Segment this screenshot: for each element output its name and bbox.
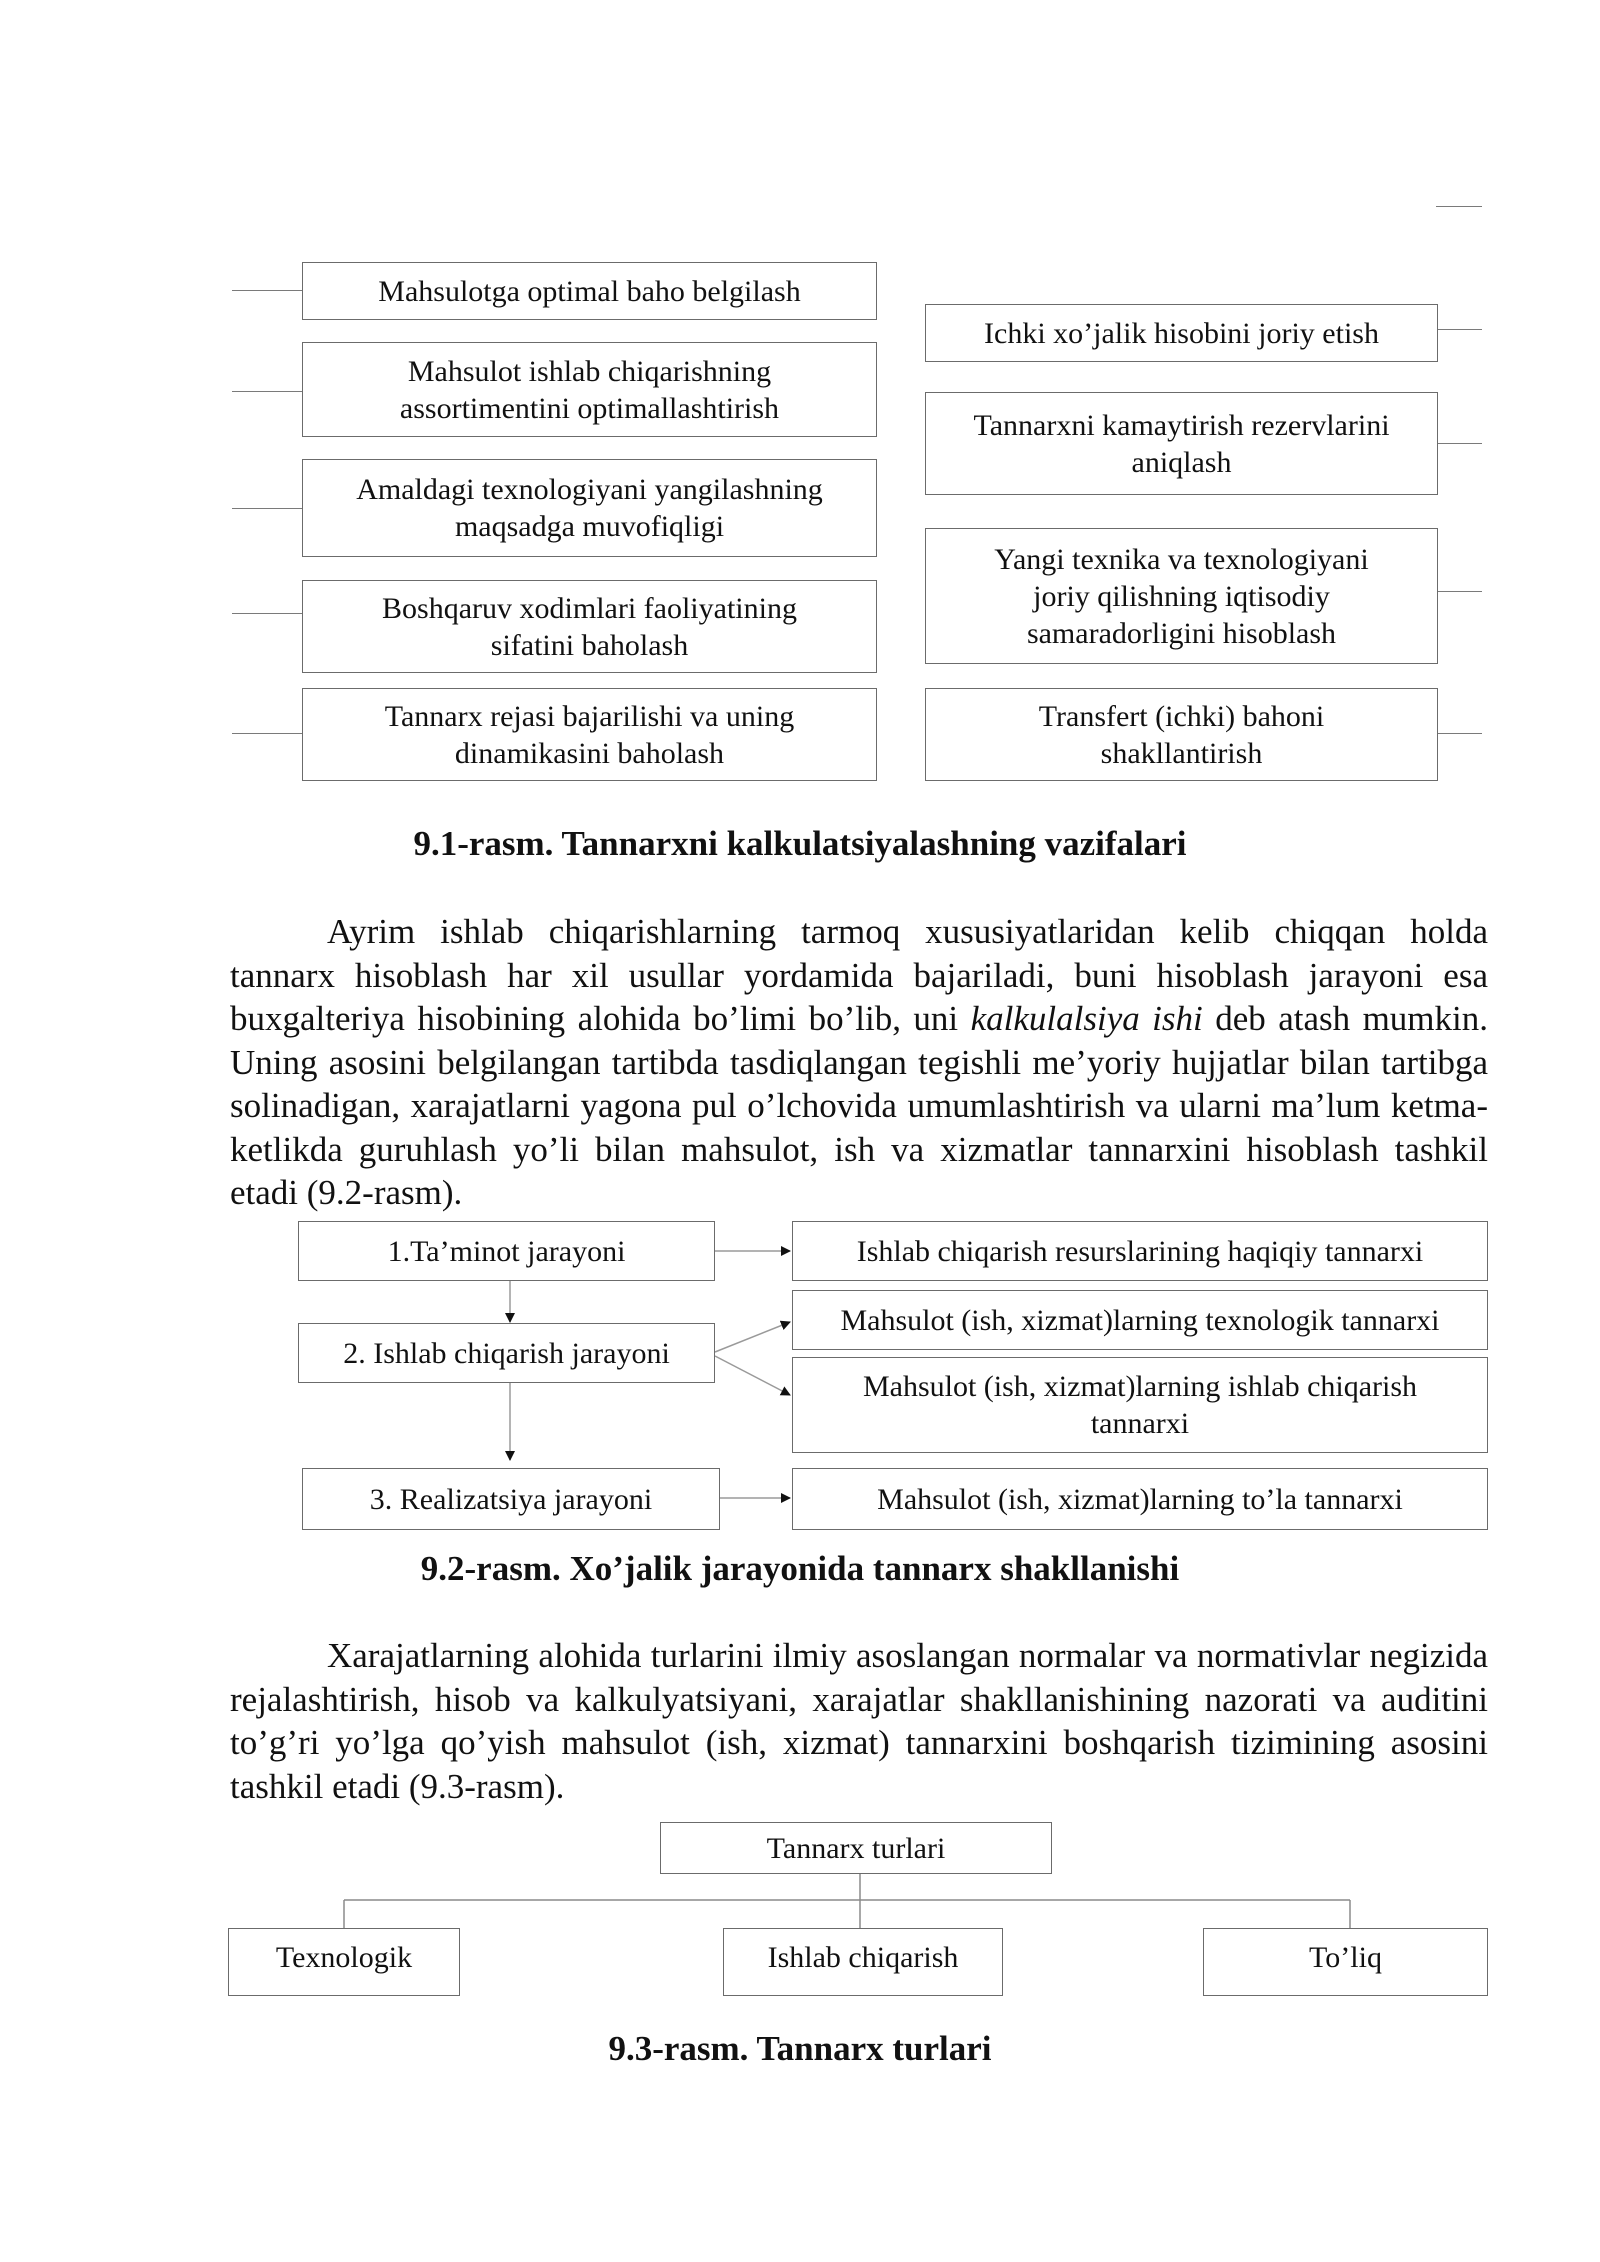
body-paragraph-2: Xarajatlarning alohida turlarini ilmiy asoslangan normalar va normativlar negizida rejalashtirish, hisob va kalkulyatsiyani, xarajatlar shakllanishining nazorati va auditini to’g’ri yo’lga qo’yish mahsulot (ish, xizmat) tannarxini boshqarish tizimining asosini tashkil etadi (9.3-rasm). xyxy=(230,1636,1488,1806)
task-box-left-5: Tannarx rejasi bajarilishi va uning dinamikasini baholash xyxy=(302,688,877,781)
task-box-right-2: Tannarxni kamaytirish rezervlarini aniqlash xyxy=(925,392,1438,495)
process-box-realization: 3. Realizatsiya jarayoni xyxy=(302,1468,720,1530)
cost-types-root-box: Tannarx turlari xyxy=(660,1822,1052,1874)
figure-caption-9-2: 9.2-rasm. Xo’jalik jarayonida tannarx shakllanishi xyxy=(420,1549,1180,1588)
cost-box-production: Mahsulot (ish, xizmat)larning ishlab chiqarish tannarxi xyxy=(792,1357,1488,1453)
cost-type-production-box: Ishlab chiqarish xyxy=(723,1928,1003,1996)
figure-caption-9-3: 9.3-rasm. Tannarx turlari xyxy=(608,2029,992,2068)
task-box-left-1: Mahsulotga optimal baho belgilash xyxy=(302,262,877,320)
cost-box-resources: Ishlab chiqarish resurslarining haqiqiy tannarxi xyxy=(792,1221,1488,1281)
task-box-right-3: Yangi texnika va texnologiyani joriy qilishning iqtisodiy samaradorligini hisoblash xyxy=(925,528,1438,664)
body-paragraph-1: Ayrim ishlab chiqarishlarning tarmoq xususiyatlaridan kelib chiqqan holda tannarx hisoblash har xil usullar yordamida bajariladi, buni hisoblash jarayoni esa buxgalteriya hisobining alohida bo’limi bo’lib, uni kalkulalsiya ishi deb atash mumkin. Uning asosini belgilangan tartibda tasdiqlangan tegishli me’yoriy hujjatlar bilan tartibga solinadigan, xarajatlarni yagona pul o’lchovida umumlashtirish va ularni ma’lum ketma-ketlikda guruhlash yo’li bilan mahsulot, ish va xizmatlar tannarxini hisoblash tashkil etadi (9.2-rasm). xyxy=(230,912,1489,1212)
figure-caption-9-1: 9.1-rasm. Tannarxni kalkulatsiyalashning vazifalari xyxy=(413,824,1187,863)
process-box-supply: 1.Ta’minot jarayoni xyxy=(298,1221,715,1281)
task-box-right-1: Ichki xo’jalik hisobini joriy etish xyxy=(925,304,1438,362)
cost-type-technological-box: Texnologik xyxy=(228,1928,460,1996)
cost-type-full-box: To’liq xyxy=(1203,1928,1488,1996)
cost-box-technological: Mahsulot (ish, xizmat)larning texnologik tannarxi xyxy=(792,1290,1488,1350)
task-box-left-2: Mahsulot ishlab chiqarishning assortimentini optimallashtirish xyxy=(302,342,877,437)
task-box-left-4: Boshqaruv xodimlari faoliyatining sifatini baholash xyxy=(302,580,877,673)
task-box-left-3: Amaldagi texnologiyani yangilashning maqsadga muvofiqligi xyxy=(302,459,877,557)
task-box-right-4: Transfert (ichki) bahoni shakllantirish xyxy=(925,688,1438,781)
italic-term: kalkulalsiya ishi xyxy=(970,999,1203,1038)
cost-box-full: Mahsulot (ish, xizmat)larning to’la tannarxi xyxy=(792,1468,1488,1530)
process-box-production: 2. Ishlab chiqarish jarayoni xyxy=(298,1323,715,1383)
